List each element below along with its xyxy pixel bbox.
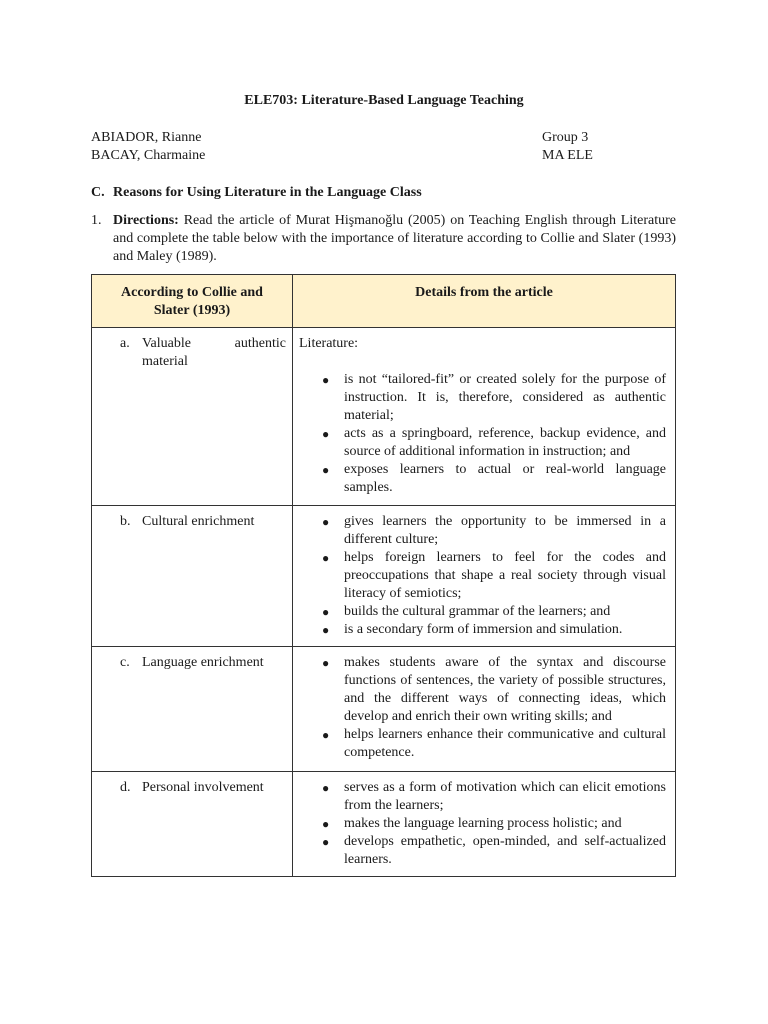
list-item: ● is a secondary form of immersion and simulation. [322, 622, 623, 637]
reason-cell [92, 772, 293, 877]
details-cell [293, 328, 676, 506]
table-row [92, 328, 676, 506]
section-heading [91, 185, 422, 201]
row-letter: b. [120, 514, 131, 529]
bullet-icon: ● [322, 463, 330, 477]
bullet-icon: ● [322, 551, 330, 565]
details-intro: Literature: [299, 336, 359, 351]
reason-name: Language enrichment [142, 655, 264, 670]
author-1: ABIADOR, Rianne [91, 130, 202, 145]
directions-number: 1. [91, 213, 102, 228]
directions-text: Read the article of Murat Hişmanoğlu (2005) on Teaching English through Literature and complete the table below with the importance of literature according to Collie and Slater (1993) and Maley (1989). [113, 213, 676, 264]
row-letter: c. [120, 655, 130, 670]
column-header-details: Details from the article [293, 275, 676, 328]
list-item: ● makes students aware of the syntax and discourse functions of sentences, the variety of possible structures, and the different ways of connecting ideas, which develop and enrich their own writing skills; and [322, 655, 666, 724]
bullet-icon: ● [322, 605, 330, 619]
bullet-icon: ● [322, 623, 330, 637]
reason-cell [92, 647, 293, 772]
details-list [299, 513, 666, 639]
reason-cell [92, 506, 293, 647]
table-header-row [92, 275, 676, 328]
reason-name: Valuable authentic material [142, 336, 286, 369]
group-info [542, 129, 593, 165]
reason-cell [92, 328, 293, 506]
table-row [92, 772, 676, 877]
bullet-icon: ● [322, 835, 330, 849]
bullet-icon: ● [322, 817, 330, 831]
directions-paragraph [91, 212, 676, 266]
table-row [92, 647, 676, 772]
list-item: ● helps learners enhance their communicative and cultural competence. [322, 727, 666, 760]
list-item: ● builds the cultural grammar of the learners; and [322, 604, 611, 619]
section-letter: C. [91, 185, 105, 200]
list-item: ● develops empathetic, open-minded, and self-actualized learners. [322, 834, 666, 867]
bullet-icon: ● [322, 427, 330, 441]
bullet-icon: ● [322, 515, 330, 529]
list-item: ● exposes learners to actual or real-world language samples. [322, 462, 666, 495]
bullet-icon: ● [322, 728, 330, 742]
list-item: ● makes the language learning process holistic; and [322, 816, 622, 831]
directions-label: Directions: [113, 213, 179, 228]
list-item: ● gives learners the opportunity to be immersed in a different culture; [322, 514, 666, 547]
program-name: MA ELE [542, 148, 593, 163]
row-letter: d. [120, 780, 131, 795]
reasons-table [91, 274, 676, 877]
reason-name: Cultural enrichment [142, 514, 255, 529]
details-cell [293, 772, 676, 877]
column-header-reason: According to Collie and Slater (1993) [92, 275, 293, 328]
details-list [299, 371, 666, 497]
document-title: ELE703: Literature-Based Language Teaching [244, 93, 524, 108]
details-list [299, 654, 666, 762]
author-2: BACAY, Charmaine [91, 148, 206, 163]
list-item: ● is not “tailored-fit” or created solely for the purpose of instruction. It is, therefore, considered as authentic material; [322, 372, 666, 423]
bullet-icon: ● [322, 656, 330, 670]
table-row [92, 506, 676, 647]
reason-name: Personal involvement [142, 780, 264, 795]
details-cell [293, 647, 676, 772]
bullet-icon: ● [322, 781, 330, 795]
section-title: Reasons for Using Literature in the Language Class [113, 185, 422, 200]
details-list [299, 779, 666, 869]
list-item: ● acts as a springboard, reference, backup evidence, and source of additional information in instruction; and [322, 426, 666, 459]
bullet-icon: ● [322, 373, 330, 387]
row-letter: a. [120, 336, 130, 351]
author-names [91, 129, 205, 165]
list-item: ● helps foreign learners to feel for the codes and preoccupations that shape a real society through visual literacy of semiotics; [322, 550, 666, 601]
details-cell [293, 506, 676, 647]
group-number: Group 3 [542, 130, 589, 145]
list-item: ● serves as a form of motivation which can elicit emotions from the learners; [322, 780, 666, 813]
